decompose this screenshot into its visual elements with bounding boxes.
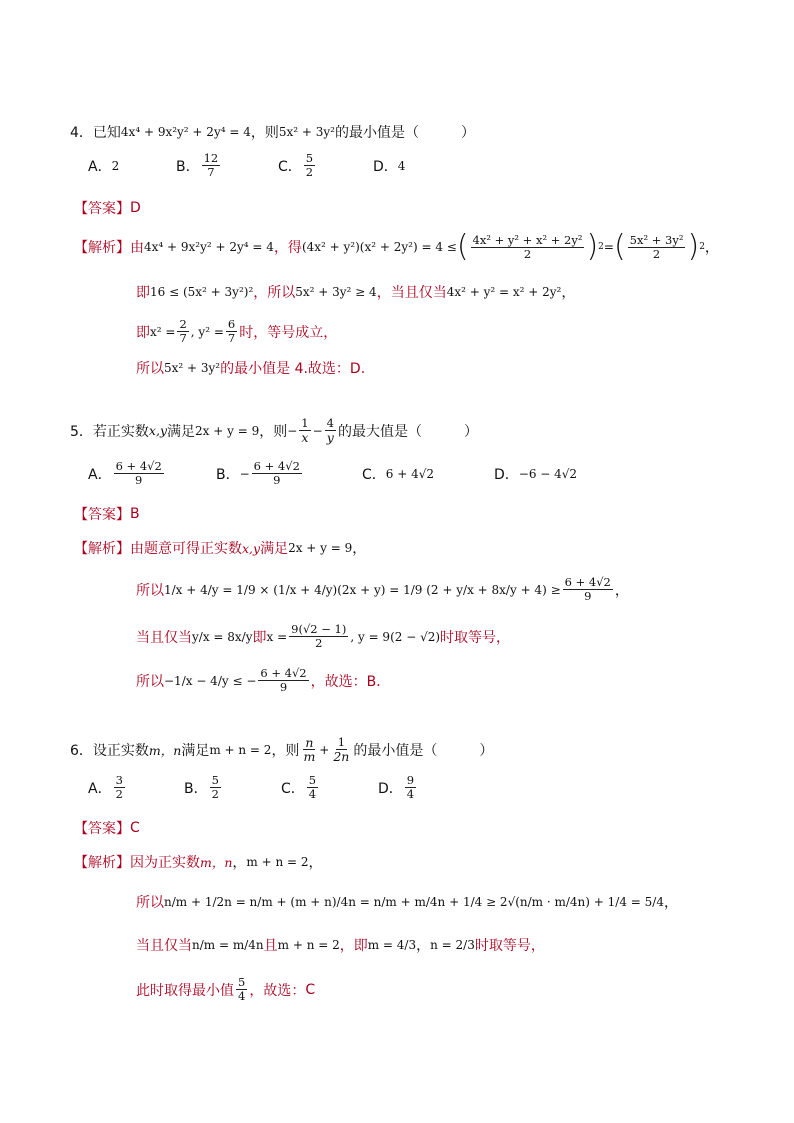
- q4-option-b[interactable]: B． $\frac{12}{7}$: [176, 151, 219, 179]
- q6-option-a-fraction: $\frac{3}{2}$: [115, 773, 123, 801]
- q5-analysis-line-1: 【解析】 由题意可得正实数 x,y 满足 2x + y = 9 ，: [74, 540, 367, 557]
- q5-analysis-fraction-2: $\frac{9(√2 - 1)}{2}$: [291, 622, 347, 650]
- q4-analysis-fraction-4: $\frac{6}{7}$: [227, 317, 236, 345]
- q6-answer: 【答案】 C: [74, 820, 140, 837]
- q6-analysis-line-4: 此时取得最小值 $\frac{5}{4}$ ，故选： C: [136, 975, 316, 1003]
- q4-option-d[interactable]: D． 4: [373, 158, 406, 175]
- q6-analysis-line-3: 当且仅当 n/m = m/4n 且 m + n = 2 ，即 m = 4/3 ， n = 2/3 时取等号，: [136, 938, 545, 954]
- q5-analysis-line-3: 当且仅当 y/x = 8x/y 即 x = $\frac{9(√2 - 1)}{2}$ , y = 9(2 − √2) 时取等号，: [136, 622, 511, 650]
- q5-option-c[interactable]: C． 6 + 4√2: [362, 466, 435, 483]
- q6-analysis-line-1: 【解析】 因为正实数 m，n ， m + n = 2 ，: [74, 855, 323, 871]
- q4-analysis-fraction-1: $\frac{\text{4x² + y² + x² + 2y²}}{2}$: [472, 232, 583, 261]
- q6-analysis-line-2: 所以 n/m + 1/2n = n/m + (m + n)/4n = n/m + m/4n + 1/4 ≥ 2√(n/m · m/4n) + 1/4 = 5/4 ，: [136, 895, 678, 911]
- q5-analysis-line-4: 所以 −1/x − 4/y ≤ − $\frac{6 + 4√2}{9}$ ，故选：B．: [136, 666, 391, 694]
- q6-option-c[interactable]: C． $\frac{5}{4}$: [281, 773, 317, 801]
- q5-analysis-fraction-1: $\frac{6 + 4√2}{9}$: [564, 575, 611, 603]
- q5-stem-fraction-2: $\frac{4}{y}$: [326, 416, 334, 445]
- q5-answer: 【答案】 B: [74, 506, 140, 523]
- q5-stem: 5．若正实数 x,y 满足 2x + y = 9 ，则 − $\frac{1}{x}$ − $\frac{4}{y}$ 的最大值是（ ）: [70, 416, 478, 445]
- q5-option-d[interactable]: D． −6 − 4√2: [494, 466, 578, 483]
- q6-options: [88, 774, 418, 801]
- q6-option-b-fraction: $\frac{5}{2}$: [211, 773, 219, 801]
- q5-option-a[interactable]: A． $\frac{6 + 4√2}{9}$: [88, 459, 162, 487]
- q5-analysis-fraction-3: $\frac{6 + 4√2}{9}$: [260, 666, 307, 694]
- q5-options: [88, 460, 577, 487]
- q4-analysis-line-3: 即 x² = $\frac{2}{7}$ , y² = $\frac{6}{7}$ 时，等号成立，: [136, 317, 338, 345]
- q4-analysis-line-2: 即 16 ≤ (5x² + 3y²)² ，所以 5x² + 3y² ≥ 4 ，当且仅当 4x² + y² = x² + 2y² ，: [136, 285, 576, 301]
- q5-option-a-fraction: $\frac{6 + 4√2}{9}$: [115, 459, 162, 487]
- q5-analysis-line-2: 所以 1/x + 4/y = 1/9 × (1/x + 4/y)(2x + y) = 1/9 (2 + y/x + 8x/y + 4) ≥ $\frac{6 + 4√2}{9}$ ，: [136, 575, 629, 603]
- q4-option-b-fraction: $\frac{12}{7}$: [203, 151, 219, 179]
- q4-option-c[interactable]: C． $\frac{5}{2}$: [278, 151, 314, 179]
- q6-stem: 6．设正实数 m，n 满足 m + n = 2 ，则 $\frac{n}{m}$ + $\frac{1}{2n}$ 的最小值是（ ）: [70, 735, 494, 764]
- q4-analysis-fraction-3: $\frac{2}{7}$: [179, 317, 187, 345]
- q6-option-b[interactable]: B． $\frac{5}{2}$: [184, 773, 219, 801]
- q6-stem-fraction-2: $\frac{1}{2n}$: [333, 735, 350, 764]
- q4-option-a[interactable]: A． 2: [88, 158, 120, 175]
- q6-option-d[interactable]: D． $\frac{9}{4}$: [378, 773, 415, 801]
- q6-analysis-fraction-1: $\frac{5}{4}$: [238, 975, 246, 1003]
- q4-analysis-line-4: 所以 5x² + 3y² 的最小值是 4.故选：D.: [136, 361, 366, 377]
- q4-analysis-fraction-2: $\frac{\text{5x² + 3y²}}{2}$: [629, 232, 684, 261]
- q6-option-d-fraction: $\frac{9}{4}$: [406, 773, 415, 801]
- q5-stem-fraction-1: $\frac{1}{x}$: [301, 416, 309, 445]
- q6-stem-fraction-1: $\frac{n}{m}$: [303, 735, 316, 764]
- q5-option-b-fraction: $\frac{6 + 4√2}{9}$: [253, 459, 300, 487]
- q4-answer: 【答案】 D: [74, 200, 141, 217]
- q4-options: [88, 152, 405, 179]
- q4-analysis-line-1: 【解析】 由 4x⁴ + 9x²y² + 2y⁴ = 4 ，得 (4x² + y²)(x² + 2y²) = 4 ≤ ( $\frac{\text{4x² + y² + x² + 2y²}}{2}$ ) 2 = ( $\frac{\text{5x² + 3y²}}{2}$ ) 2 ，: [74, 229, 719, 264]
- q5-option-b[interactable]: B． − $\frac{6 + 4√2}{9}$: [216, 459, 300, 487]
- q6-option-c-fraction: $\frac{5}{4}$: [308, 773, 317, 801]
- q4-option-c-fraction: $\frac{5}{2}$: [305, 151, 314, 179]
- q6-option-a[interactable]: A． $\frac{3}{2}$: [88, 773, 123, 801]
- q4-stem: 4．已知 4x⁴ + 9x²y² + 2y⁴ = 4 ，则 5x² + 3y² 的最小值是（ ）: [70, 125, 475, 141]
